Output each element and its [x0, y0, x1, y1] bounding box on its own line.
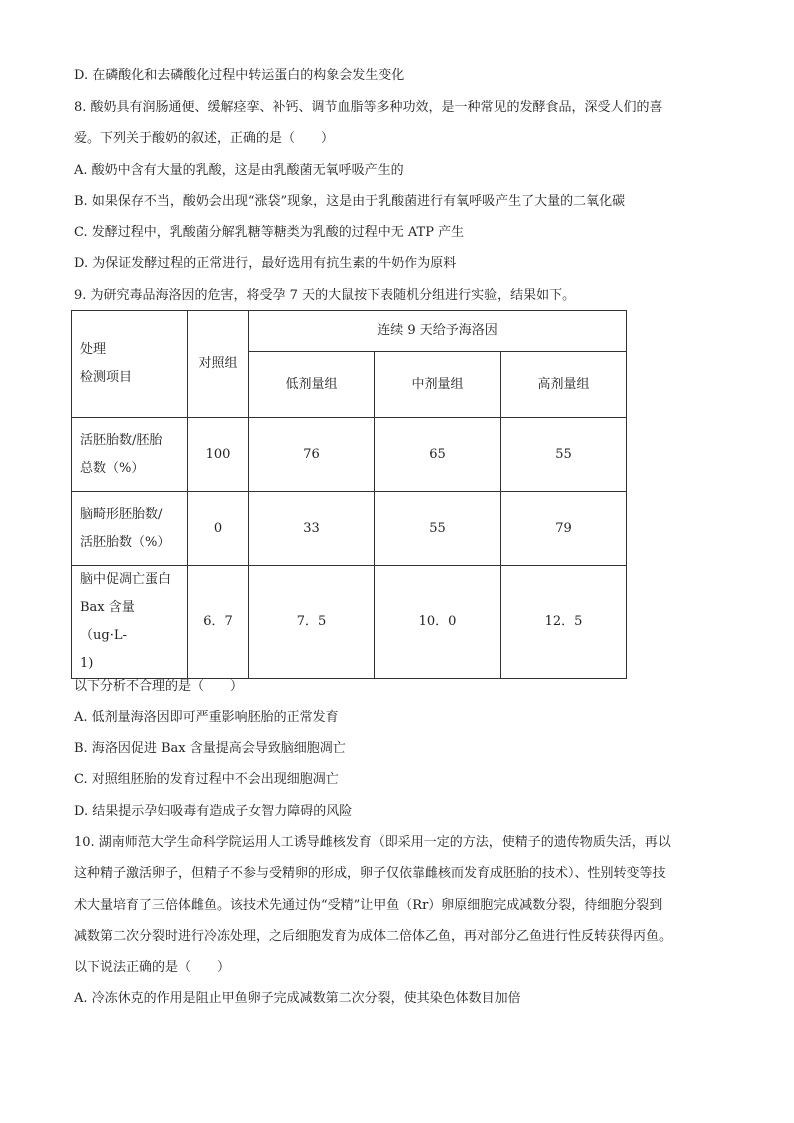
- q9-option-d: D. 结果提示孕妇吸毒有造成子女智力障碍的风险: [74, 804, 353, 819]
- row-label: 脑中促凋亡蛋白 Bax 含量（ug·L- 1): [72, 566, 188, 679]
- q8-option-d: D. 为保证发酵过程的正常进行，最好选用有抗生素的牛奶作为原料: [74, 256, 457, 271]
- table-cell: 76: [249, 418, 375, 492]
- table-cell: 12．5: [501, 566, 627, 679]
- table-row: [72, 418, 627, 492]
- q8-stem-line2: 爱。下列关于酸奶的叙述，正确的是（ ）: [74, 131, 335, 146]
- table-cell: 6．7: [188, 566, 249, 679]
- q7-option-d: D. 在磷酸化和去磷酸化过程中转运蛋白的构象会发生变化: [74, 68, 405, 83]
- table-cell: 55: [375, 492, 501, 566]
- q8-option-b: B. 如果保存不当，酸奶会出现“涨袋”现象，这是由于乳酸菌进行有氧呼吸产生了大量的二氧化碳: [74, 194, 626, 209]
- table-cell: 79: [501, 492, 627, 566]
- table-cell: 7．5: [249, 566, 375, 679]
- q9-option-b: B. 海洛因促进 Bax 含量提高会导致脑细胞凋亡: [74, 741, 346, 756]
- table-cell: 0: [188, 492, 249, 566]
- table-row: [72, 566, 627, 679]
- row-label: 活胚胎数/胚胎 总数（%）: [72, 418, 188, 492]
- q10-stem-line5: 以下说法正确的是（ ）: [74, 960, 231, 975]
- q10-stem-line4: 减数第二次分裂时进行冷冻处理，之后细胞发育为成体二倍体乙鱼，再对部分乙鱼进行性反转获得丙鱼。: [74, 929, 673, 944]
- table-row: [72, 492, 627, 566]
- q9-question: 以下分析不合理的是（ ）: [74, 679, 244, 694]
- table-cell: 65: [375, 418, 501, 492]
- q8-option-a: A. 酸奶中含有大量的乳酸，这是由乳酸菌无氧呼吸产生的: [74, 163, 404, 178]
- q9-stem: 9. 为研究毒品海洛因的危害，将受孕 7 天的大鼠按下表随机分组进行实验，结果如下。: [74, 288, 576, 303]
- q8-option-c: C. 发酵过程中，乳酸菌分解乳糖等糖类为乳酸的过程中无 ATP 产生: [74, 225, 465, 240]
- table-cell: 33: [249, 492, 375, 566]
- mid-dose-header: 中剂量组: [375, 352, 501, 418]
- heroin-span-header: 连续 9 天给予海洛因: [249, 311, 627, 352]
- low-dose-header: 低剂量组: [249, 352, 375, 418]
- table-cell: 10．0: [375, 566, 501, 679]
- control-header: 对照组: [188, 311, 249, 418]
- table-cell: 100: [188, 418, 249, 492]
- q8-stem-line1: 8. 酸奶具有润肠通便、缓解痉挛、补钙、调节血脂等多种功效，是一种常见的发酵食品，深受人们的喜: [74, 100, 663, 115]
- q10-stem-line2: 这种精子激活卵子，但精子不参与受精卵的形成，卵子仅依靠雌核而发育成胚胎的技术）、性别转变等技: [74, 866, 666, 881]
- q9-option-c: C. 对照组胚胎的发育过程中不会出现细胞凋亡: [74, 772, 339, 787]
- table-cell: 55: [501, 418, 627, 492]
- row-label: 脑畸形胚胎数/ 活胚胎数（%）: [72, 492, 188, 566]
- high-dose-header: 高剂量组: [501, 352, 627, 418]
- q9-option-a: A. 低剂量海洛因即可严重影响胚胎的正常发育: [74, 710, 339, 725]
- q10-option-a: A. 冷冻休克的作用是阻止甲鱼卵子完成减数第二次分裂，使其染色体数目加倍: [74, 991, 521, 1006]
- experiment-table: [71, 310, 627, 679]
- q10-stem-line1: 10. 湖南师范大学生命科学院运用人工诱导雌核发育（即采用一定的方法，使精子的遗传物质失活，再以: [74, 835, 671, 850]
- table-corner-header: 处理 检测项目: [72, 311, 188, 418]
- q10-stem-line3: 术大量培育了三倍体雌鱼。该技术先通过伪“受精”让甲鱼（Rr）卵原细胞完成减数分裂，待细胞分裂到: [74, 898, 663, 913]
